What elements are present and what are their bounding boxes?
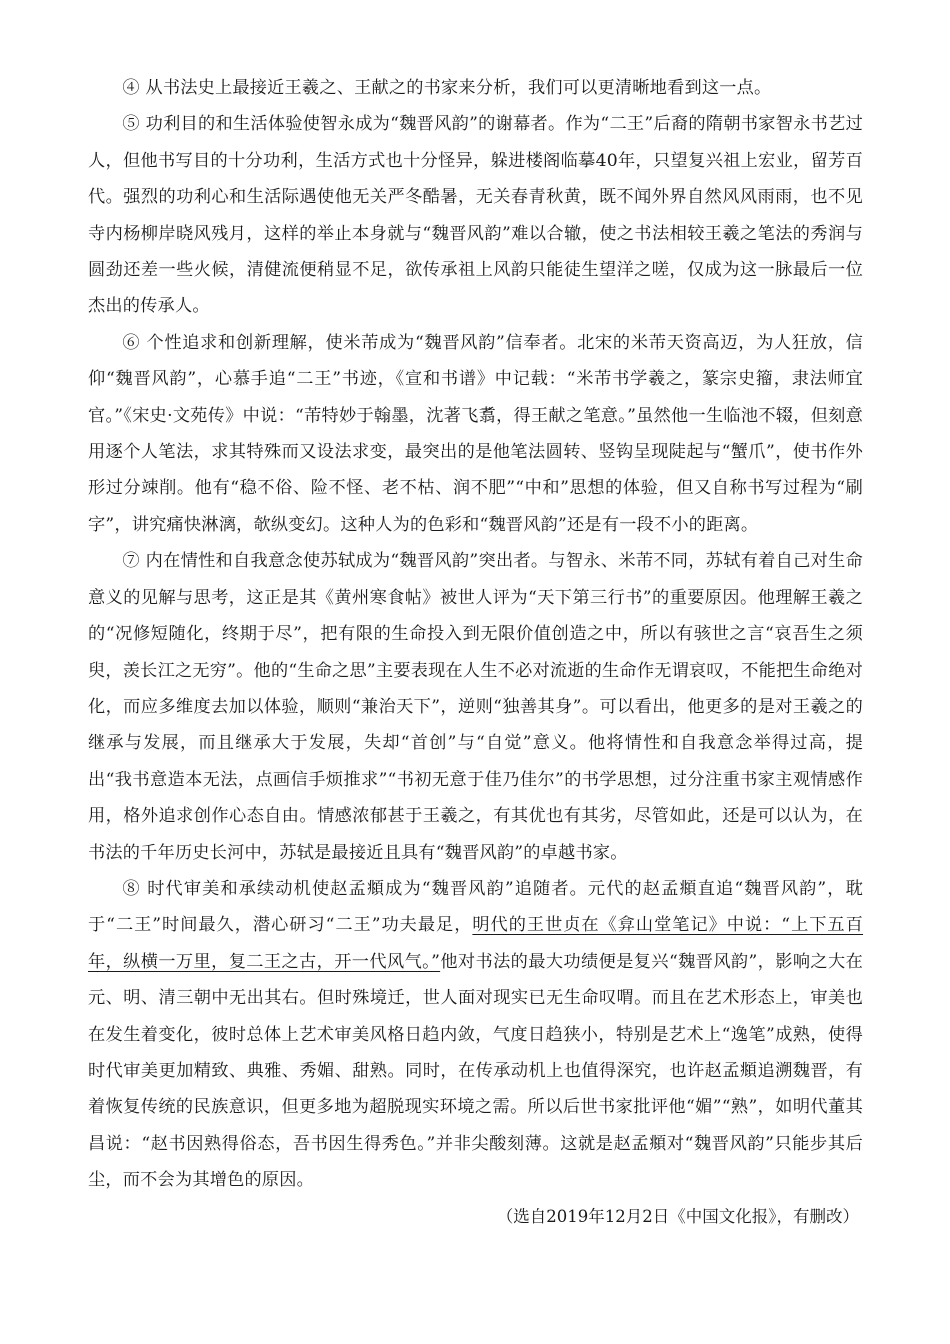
paragraph-4 <box>88 70 863 106</box>
article-body <box>88 70 863 1235</box>
paragraph-6-text: ⑥ 个性追求和创新理解，使米芾成为“魏晋风韵”信奉者。北宋的米芾天资高迈，为人狂放，信仰“魏晋风韵”，心慕手追“二王”书迹，《宣和书谱》中记载：“米芾书学羲之，篆宗史籀，隶法师宜官。”《宋史·文苑传》中说：“芾特妙于翰墨，沈著飞翥，得王献之笔意。”虽然他一生临池不辍，但刻意用逐个人笔法，求其特殊而又设法求变，最突出的是他笔法圆转、竖钩呈现陡起与“蟹爪”，使书作外形过分竦削。他有“稳不俗、险不怪、老不枯、润不肥”“中和”思想的体验，但又自称书写过程为“刷字”，讲究痛快淋漓，欹纵变幻。这种人为的色彩和“魏晋风韵”还是有一段不小的距离。 <box>88 332 863 535</box>
paragraph-5-text: ⑤ 功利目的和生活体验使智永成为“魏晋风韵”的谢幕者。作为“二王”后裔的隋朝书家智永书艺过人，但他书写目的十分功利，生活方式也十分怪异，躲进楼阁临摹40年，只望复兴祖上宏业，留芳百代。强烈的功利心和生活际遇使他无关严冬酷暑，无关春青秋黄，既不闻外界自然风风雨雨，也不见寺内杨柳岸晓风残月，这样的举止本身就与“魏晋风韵”难以合辙，使之书法相较王羲之笔法的秀润与圆劲还差一些火候，清健流便稍显不足，欲传承祖上风韵只能徒生望洋之嗟，仅成为这一脉最后一位杰出的传承人。 <box>88 114 863 317</box>
paragraph-7-text: ⑦ 内在情性和自我意念使苏轼成为“魏晋风韵”突出者。与智永、米芾不同，苏轼有着自己对生命意义的见解与思考，这正是其《黄州寒食帖》被世人评为“天下第三行书”的重要原因。他理解王羲之的“况修短随化，终期于尽”，把有限的生命投入到无限价值创造之中，所以有骇世之言“哀吾生之须臾，羡长江之无穷”。他的“生命之思”主要表现在人生不必对流逝的生命作无谓哀叹，不能把生命绝对化，而应多维度去加以体验，顺则“兼治天下”，逆则“独善其身”。可以看出，他更多的是对王羲之的继承与发展，而且继承大于发展，失却“首创”与“自觉”意义。他将情性和自我意念举得过高，提出“我书意造本无法，点画信手烦推求”“书初无意于佳乃佳尔”的书学思想，过分注重书家主观情感作用，格外追求创作心态自由。情感浓郁甚于王羲之，有其优也有其劣，尽管如此，还是可以认为，在书法的千年历史长河中，苏轼是最接近且具有“魏晋风韵”的卓越书家。 <box>88 551 863 863</box>
paragraph-8-text-end: 他对书法的最大功绩便是复兴“魏晋风韵”，影响之大在元、明、清三朝中无出其右。但时殊境迁，世人面对现实已无生命叹喟。而且在艺术形态上，审美也在发生着变化，彼时总体上艺术审美风格日趋内敛，气度日趋狭小，特别是艺术上“逸笔”成熟，使得时代审美更加精致、典雅、秀媚、甜熟。同时，在传承动机上也值得深究，也许赵孟頫追溯魏晋，有着恢复传统的民族意识，但更多地为超脱现实环境之需。所以后世书家批评他“媚”“熟”，如明代董其昌说：“赵书因熟得俗态，吾书因生得秀色。”并非尖酸刻薄。这就是赵孟頫对“魏晋风韵”只能步其后尘，而不会为其增色的原因。 <box>88 951 863 1191</box>
underlined-quotation: 明代的王世贞在《弇山堂笔记》中说：“上下五百年，纵横一万里，复二王之古，开一代风气。” <box>88 915 863 972</box>
paragraph-6 <box>88 325 863 543</box>
source-note: （选自2019年12月2日《中国文化报》，有删改） <box>496 1206 859 1226</box>
paragraph-8-text-start: ⑧ 时代审美和承续动机使赵孟頫成为“魏晋风韵”追随者。元代的赵孟頫直追“魏晋风韵”，耽于“二王”时间最久，潜心研习“二王”功夫最足， <box>88 878 863 936</box>
paragraph-8 <box>88 871 863 1199</box>
paragraph-5 <box>88 106 863 324</box>
paragraph-4-text: ④ 从书法史上最接近王羲之、王献之的书家来分析，我们可以更清晰地看到这一点。 <box>122 78 772 98</box>
paragraph-7 <box>88 543 863 871</box>
